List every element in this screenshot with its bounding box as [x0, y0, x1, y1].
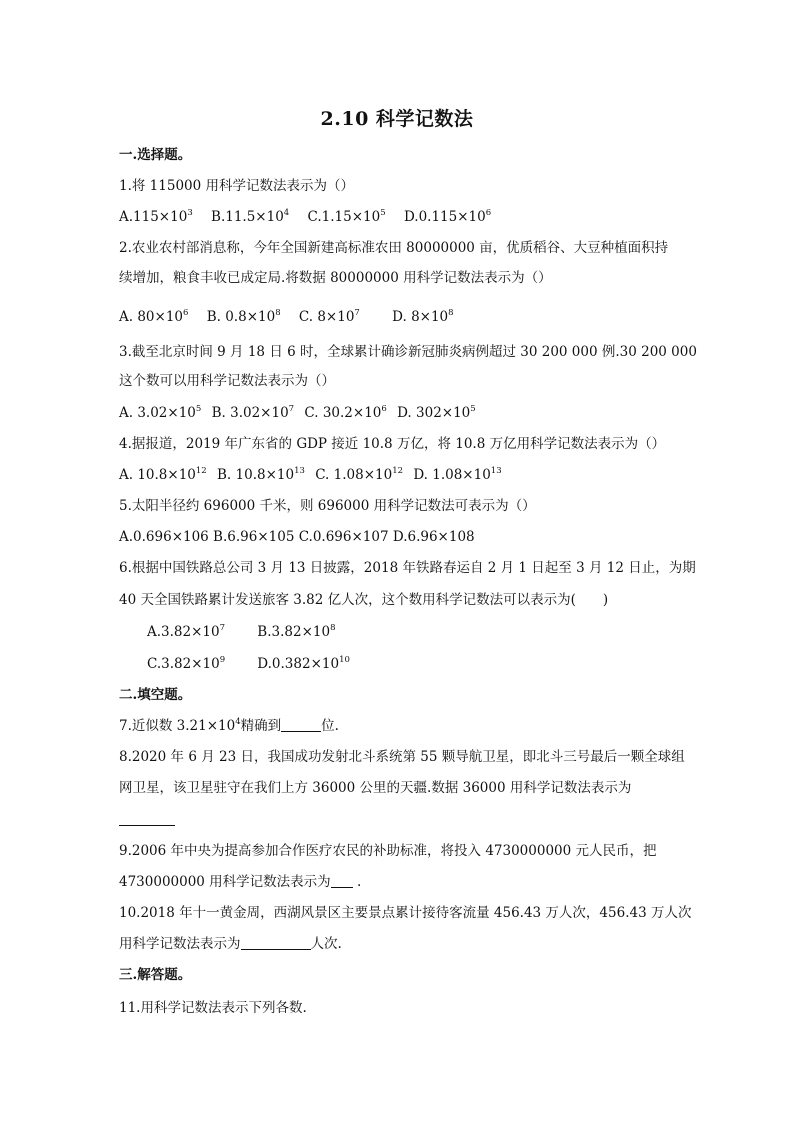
question-2-options [119, 307, 468, 327]
option-c: C. $30.2\times 10^6$ [304, 404, 387, 421]
answer-blank[interactable] [241, 935, 311, 950]
option-c: C. $1.08\times 10^{12}$ [315, 466, 404, 483]
option-a: A. $10.8\times 10^{12}$ [119, 466, 207, 483]
option-d: D. $8\times 10^8$ [392, 308, 454, 325]
option-b: $B.11.5\times 10^4$ [211, 208, 290, 225]
question-8-answer [119, 810, 175, 830]
option-c: $C.3.82\times 10^9$ [147, 655, 226, 672]
option-c: $C.1.15\times 10^5$ [307, 208, 386, 225]
question-6-options-row2 [147, 654, 350, 674]
option-b: B. $3.02\times 10^7$ [211, 404, 295, 421]
question-8-stem-line2: 网卫星，该卫星驻守在我们上方 36000 公里的天疆.数据 36000 用科学记数法表示为 [119, 780, 632, 796]
question-5-options: A.0.696×106 B.6.96×105 C.0.696×107 D.6.96×108 [119, 529, 475, 545]
question-1-stem: 1.将 115000 用科学记数法表示为（） [119, 178, 354, 194]
question-8-stem-line1: 8.2020 年 6 月 23 日，我国成功发射北斗系统第 55 颗导航卫星，即北斗三号最后一颗全球组 [119, 749, 685, 765]
answer-blank[interactable] [331, 873, 353, 888]
answer-blank[interactable] [281, 717, 321, 732]
option-b: $B.3.82\times 10^8$ [257, 623, 336, 640]
question-6-options-row1 [147, 622, 335, 642]
option-a: $A.115\times 10^3$ [119, 208, 193, 225]
question-4-options [119, 465, 516, 485]
option-d: $D.0.115\times 10^6$ [403, 208, 492, 225]
question-9-stem-line1: 9.2006 年中央为提高参加合作医疗农民的补助标准，将投入 4730000000 元人民币，把 [119, 843, 657, 859]
option-b: B. $10.8\times 10^{13}$ [217, 466, 305, 483]
question-10-stem-line1: 10.2018 年十一黄金周，西湖风景区主要景点累计接待客流量 456.43 万人次，456.43 万人次 [119, 905, 692, 921]
option-a: A. $80\times 10^6$ [119, 308, 189, 325]
answer-blank[interactable] [119, 811, 175, 826]
question-3-stem-line2: 这个数可以用科学记数法表示为（） [119, 373, 335, 389]
question-7: 7.近似数 $3.21\times 10^4$精确到 位. [119, 717, 339, 734]
option-c: C. $8\times 10^7$ [298, 308, 360, 325]
question-10-stem-line2: 用科学记数法表示为 人次. [119, 936, 342, 952]
question-2-stem-line1: 2.农业农村部消息称，今年全国新建高标准农田 80000000 亩，优质稻谷、大豆种植面积持 [119, 240, 669, 256]
question-6-stem-line1: 6.根据中国铁路总公司 3 月 13 日披露，2018 年铁路春运自 2 月 1 日起至 3 月 12 日止，为期 [119, 560, 696, 576]
option-d: $D.0.382\times 10^{10}$ [257, 655, 350, 672]
option-a: $A.3.82\times 10^7$ [147, 623, 226, 640]
option-d: D. $302\times 10^5$ [397, 404, 476, 421]
section-heading-solve: 三.解答题。 [119, 967, 192, 983]
section-heading-fill: 二.填空题。 [119, 687, 192, 703]
question-2-stem-line2: 续增加，粮食丰收已成定局.将数据 80000000 用科学记数法表示为（） [119, 270, 552, 286]
question-1-options [119, 207, 505, 227]
question-6-stem-line2: 40 天全国铁路累计发送旅客 3.82 亿人次，这个数用科学记数法可以表示为( ) [119, 592, 609, 608]
option-a: A. $3.02\times 10^5$ [119, 404, 202, 421]
question-3-options [119, 403, 490, 423]
section-heading-choice: 一.选择题。 [119, 147, 192, 163]
option-d: D. $1.08\times 10^{13}$ [413, 466, 502, 483]
page-title: 2.10 科学记数法 [320, 108, 474, 130]
question-5-stem: 5.太阳半径约 696000 千米，则 696000 用科学记数法可表示为（） [119, 498, 536, 514]
option-b: B. $0.8\times 10^8$ [206, 308, 281, 325]
question-11-stem: 11.用科学记数法表示下列各数. [119, 1000, 307, 1016]
question-3-stem-line1: 3.截至北京时间 9 月 18 日 6 时，全球累计确诊新冠肺炎病例超过 30 200 000 例.30 200 000 [119, 344, 697, 360]
question-9-stem-line2: 4730000000 用科学记数法表示为 . [119, 874, 362, 890]
question-4-stem: 4.据报道，2019 年广东省的 GDP 接近 10.8 万亿，将 10.8 万亿用科学记数法表示为（） [119, 436, 666, 452]
